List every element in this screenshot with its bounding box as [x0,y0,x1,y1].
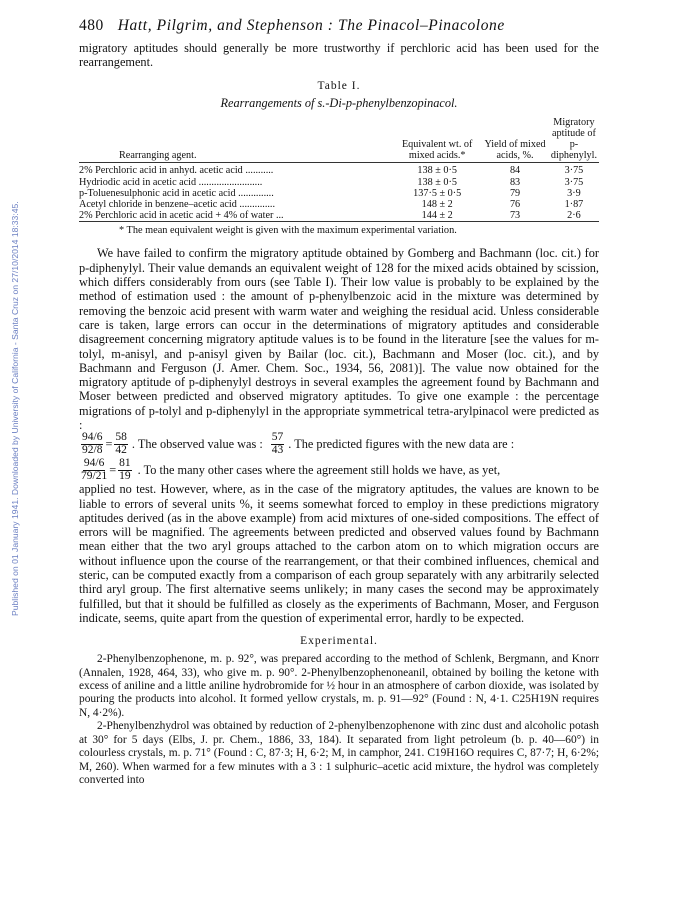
cell-aptitude: 1·87 [564,199,584,211]
equals-sign: = [105,437,113,452]
inline-text: . The predicted figures with the new data are : [288,437,515,452]
fraction: $\frac{58}{42}$ [115,431,127,456]
col-header-aptitude: Migratory aptitude of p-diphenylyl. [550,116,598,162]
download-watermark-text: Published on 01 January 1941. Downloaded by University of California - Santa Cruz on 27/10/2014 18:33:45. [10,201,20,616]
download-watermark [2,96,18,616]
page-number: 480 [79,17,104,34]
cell-yield: 76 [509,199,521,211]
section-heading: Experimental. [300,635,378,648]
cell-agent: Acetyl chloride in benzene–acetic acid .............. [79,199,276,211]
cell-equivalent: 148 ± 2 [421,199,453,211]
experimental-section [79,653,599,787]
experimental-paragraph: 2-Phenylbenzophenone, m. p. 92°, was prepared according to the method of Schlenk, Bergmann, and Knorr (Annalen, 1928, 464, 33), who give m. p. 90°. 2-Phenylbenzophenoneanil, obtained by boiling the ketone with excess of aniline and a little aniline hydrobromide for ½ hour in an atmosphere of carbon dioxide, was isolated by pouring the products into alcohol. It formed yellow crystals, m. p. 91—92° (Found : N, 4·1. C25H19N requires N, 4·2%). [79,653,599,719]
page-content [79,17,599,787]
cell-aptitude: 3·75 [564,165,584,177]
inline-text: . To the many other cases where the agreement still holds we have, as yet, [137,463,501,478]
cell-yield: 84 [509,165,521,177]
fraction: $\frac{57}{43}$ [271,431,284,456]
cell-aptitude: 3·75 [564,176,584,188]
col-header-equivalent: Equivalent wt. of mixed acids.* [401,139,473,162]
table-row [79,177,599,188]
table-title: Rearrangements of s.-Di-p-phenylbenzopinacol. [220,95,458,110]
table-row [79,188,599,199]
fraction-line-new [79,458,599,482]
cell-agent: 2% Perchloric acid in anhyd. acetic acid ........... [79,165,274,177]
table-row [79,199,599,210]
fraction: $\frac{81}{19}$ [119,457,131,482]
fraction: $\frac{94/6}{92/8}$ [82,431,103,456]
discussion-paragraph: We have failed to confirm the migratory aptitude obtained by Gomberg and Bachmann (loc. cit.) for p-diphenylyl. Their value demands an equivalent weight of 128 for the mixed acids obtained by scission, which differs considerably from ours (see Table I). Their low value is probably to be explained by the method of estimation used : the amount of p-phenylbenzoic acid in the mixture was determined by removing the benzoic acid present with warm water and weighing the residual acid. Unless considerable care is taken, large errors can occur in the determinations of migratory aptitudes and considerable disagreement concerning migratory aptitude values is to be found in the literature [see the values for m-tolyl, m-anisyl, and p-anisyl given by Bailar (loc. cit.), Bachmann and Moser (loc. cit.), and by Bachmann and Ferguson (J. Amer. Chem. Soc., 1934, 56, 2081)]. The value now obtained for the migratory aptitude of p-diphenylyl destroys in several examples the agreement found by Bachmann and Moser between predicted and observed migratory aptitudes. To give one example : the percentage migrations of p-tolyl and p-diphenylyl in the appropriate symmetrical tetra-arylpinacol were predicted as : [79,246,599,432]
cell-agent: Hydriodic acid in acetic acid ......................... [79,176,263,188]
cell-yield: 83 [509,176,521,188]
running-title: Hatt, Pilgrim, and Stephenson : The Pinacol–Pinacolone [117,17,505,34]
fraction: $\frac{94/6}{79/21}$ [81,457,108,482]
intro-paragraph: migratory aptitudes should generally be more trustworthy if perchloric acid has been used for the rearrangement. [79,41,599,70]
fraction-line-predicted [79,432,599,456]
table-row [79,210,599,222]
table-row [79,163,599,177]
equals-sign: = [109,463,117,478]
experimental-paragraph: 2-Phenylbenzhydrol was obtained by reduction of 2-phenylbenzophenone with zinc dust and alcoholic potash at 30° for 5 days (Elbs, J. pr. Chem., 1886, 33, 184). It separated from light petroleum (b. p. 40—60°) in colourless crystals, m. p. 71° (Found : C, 87·3; H, 6·2; M, in camphor, 241. C19H16O requires C, 87·7; H, 6·2%; M, 260). When warmed for a few minutes with a 3 : 1 sulphuric–acetic acid mixture, the hydrol was completely converted into [79,720,599,786]
cell-equivalent: 138 ± 0·5 [417,165,457,177]
results-table [79,117,599,223]
cell-yield: 73 [509,210,521,222]
table-header-row [79,117,599,163]
cell-aptitude: 3·9 [567,187,581,199]
cell-equivalent: 144 ± 2 [421,210,453,222]
cell-equivalent: 138 ± 0·5 [417,176,457,188]
cell-equivalent: 137·5 ± 0·5 [413,187,462,199]
col-header-agent: Rearranging agent. [119,150,197,162]
cell-aptitude: 2·6 [567,210,581,222]
inline-text: . The observed value was : [131,437,263,452]
running-header [79,17,599,35]
cell-agent: p-Toluenesulphonic acid in acetic acid .............. [79,187,274,199]
table-caption: Table I. [317,79,361,92]
col-header-yield: Yield of mixed acids, %. [484,139,546,162]
table-footnote: * The mean equivalent weight is given with the maximum experimental variation. [119,225,457,237]
cell-agent: 2% Perchloric acid in acetic acid + 4% of water ... [79,210,284,222]
cell-yield: 79 [509,187,521,199]
discussion-paragraph-continued: applied no test. However, where, as in the case of the migratory aptitudes, the values are known to be liable to errors of several units %, it seems somewhat forced to employ in these predictions migratory aptitudes derived (as in the above example) from acid mixtures of one-sided compositions. The effect of errors will be magnified. The agreements between predicted and observed values found by Bachmann mean either that the two aryl groups attached to the carbon atom on to which migration occurs are without influence upon the course of the rearrangement, or that their combined influences, chemical and steric, can be computed exactly from a comparison of each group separately with any arbitrarily selected third aryl group. The first alternative seems unlikely; in many cases the second may be approximately fulfilled, but that it should be fulfilled as closely as the experiments of Bachmann, Moser, and Ferguson indicate, seems, quite apart from the question of experimental error, hardly to be expected. [79,482,599,625]
